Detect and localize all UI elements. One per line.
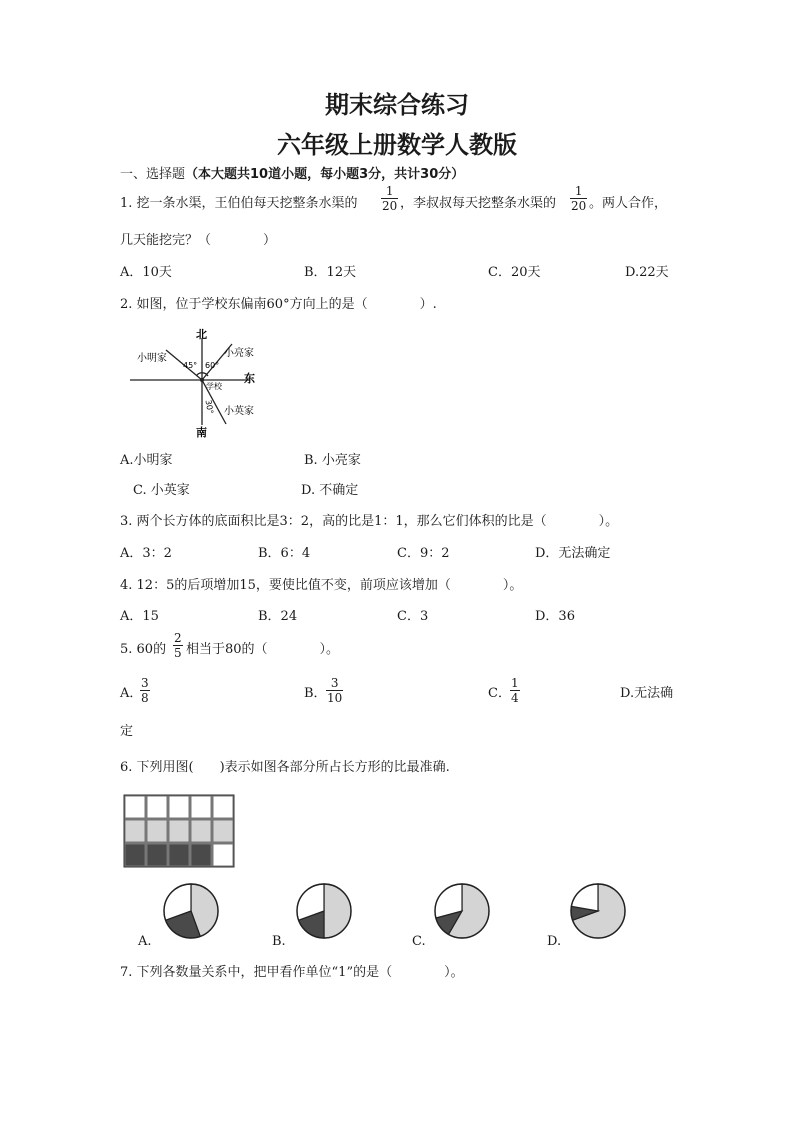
q1-text-line2: 几天能挖完？（ ） [120, 233, 277, 248]
q6-grid-cell [214, 845, 233, 866]
q6-pie-c-outline [435, 884, 489, 938]
q6-grid-cell [126, 797, 145, 818]
q6-grid-cell [192, 797, 211, 818]
q4-option-c: C．3 [397, 609, 429, 624]
q6-grid-cell [170, 821, 189, 842]
q6-pie-d-sector-white [571, 884, 598, 911]
q6-pie-a-sector-white [164, 884, 191, 920]
label-south: 南 [196, 426, 207, 439]
q6-grid-cell [126, 821, 145, 842]
q6-pie-d-sector-light [573, 884, 625, 938]
q6-grid-cell [214, 797, 233, 818]
q6-grid-cell [148, 797, 167, 818]
q5-option-a-num: 3 [141, 676, 149, 690]
q6-pie-a-sector-light [191, 884, 218, 936]
q5-option-a-fraction [140, 676, 150, 705]
q5-option-b-label: B． [304, 686, 327, 701]
q2-text: 2. 如图，位于学校东偏南60°方向上的是（ ）. [120, 297, 437, 312]
q6-pie-a-outline [164, 884, 218, 938]
q6-pie-b-sector-white [297, 884, 324, 920]
q6-pie-b-sector-light [324, 884, 351, 938]
section-heading-label: 一、选择题 [120, 167, 186, 182]
label-angle-30: 30° [203, 399, 215, 415]
q1-text-pre: 1. 挖一条水渠，王伯伯每天挖整条水渠的 [120, 196, 358, 211]
q5-fraction [173, 631, 183, 660]
q6-pie-c-sector-dark [436, 911, 462, 934]
q6-pie-options [164, 884, 625, 938]
ray-xiaoming [166, 350, 202, 380]
q5-frac-num: 2 [174, 631, 182, 645]
q6-pie-d-outline [571, 884, 625, 938]
q3-option-d: D．无法确定 [535, 546, 611, 561]
q1-text-post: 。两人合作， [589, 196, 668, 211]
q6-text: 6. 下列用图( )表示如图各部分所占长方形的比最准确. [120, 760, 450, 775]
q1-fraction-2 [570, 184, 587, 213]
q6-grid-cell [148, 821, 167, 842]
q6-option-c: C. [412, 934, 426, 949]
q1-option-c: C．20天 [488, 265, 541, 280]
q5-option-a-label: A． [120, 686, 143, 701]
q1-frac2-den: 20 [571, 199, 587, 213]
q2-option-a: A.小明家 [120, 453, 173, 468]
q6-pie-c-sector-light [449, 884, 489, 938]
q5-option-c-label: C． [488, 686, 511, 701]
q6-grid-cell [148, 845, 167, 866]
q1-frac1-den: 20 [382, 199, 398, 213]
q6-grid-cell [192, 821, 211, 842]
q6-pie-a-sector-dark [166, 911, 201, 938]
q5-frac-den: 5 [174, 646, 182, 660]
angle-arc [197, 373, 208, 376]
q5-text-post: 相当于80的（ ）。 [186, 642, 340, 657]
q1-option-b: B．12天 [304, 265, 357, 280]
q6-grid-cell [170, 845, 189, 866]
q2-option-b: B. 小亮家 [304, 453, 361, 468]
label-xiaoying: 小英家 [224, 406, 254, 417]
q6-grid-rectangle [124, 795, 234, 867]
q6-grid-cell [192, 845, 211, 866]
q6-grid-background [124, 795, 234, 867]
q2-option-d: D. 不确定 [301, 483, 359, 498]
q6-pie-b-sector-dark [299, 911, 324, 938]
label-north: 北 [196, 328, 207, 341]
q6-option-a: A. [138, 934, 152, 949]
q5-option-b-num: 3 [330, 676, 339, 690]
section-heading [120, 167, 464, 183]
label-angle-45: 45° [183, 361, 198, 370]
label-east: 东 [244, 372, 255, 385]
q3-option-b: B．6：4 [258, 546, 311, 561]
q2-option-c: C. 小英家 [133, 483, 190, 498]
label-angle-60: 60° [205, 361, 220, 370]
q6-pie-b-outline [297, 884, 351, 938]
q6-grid-cell [170, 797, 189, 818]
label-school: 学校 [206, 382, 222, 391]
q1-option-d: D.22天 [625, 265, 669, 280]
page-subtitle: 六年级上册数学人教版 [277, 131, 517, 159]
q5-option-c-den: 4 [511, 691, 519, 705]
q5-option-d-cont: 定 [120, 724, 134, 739]
q7-text: 7. 下列各数量关系中，把甲看作单位“1”的是（ ）。 [120, 965, 464, 980]
q6-grid-cell [126, 845, 145, 866]
q5-option-c-num: 1 [511, 676, 519, 690]
q6-option-d: D. [547, 934, 562, 949]
ray-xiaoliang [202, 344, 232, 380]
q5-text-pre: 5. 60的 [120, 642, 167, 657]
school-point [200, 378, 204, 382]
q3-option-a: A．3：2 [120, 546, 172, 561]
q6-grid-frame [124, 795, 234, 867]
q6-pie-d-sector-dark [571, 906, 598, 920]
q2-axes [130, 338, 250, 425]
section-note: （本大题共10道小题，每小题3分，共计30分） [185, 167, 465, 182]
q1-frac1-num: 1 [385, 184, 394, 198]
ray-xiaoying [202, 380, 226, 424]
q5-option-a-den: 8 [141, 691, 149, 705]
q1-text-mid: ，李叔叔每天挖整条水渠的 [400, 196, 557, 211]
q3-text: 3. 两个长方体的底面积比是3：2，高的比是1：1，那么它们体积的比是（ ）。 [120, 514, 619, 529]
label-xiaoming: 小明家 [137, 353, 167, 364]
q5-option-c-fraction [510, 676, 520, 705]
q5-option-b-den: 10 [327, 691, 343, 705]
q4-option-b: B．24 [258, 609, 298, 624]
q6-option-b: B. [272, 934, 286, 949]
q5-option-b-fraction [326, 676, 343, 705]
q5-option-d: D.无法确 [620, 686, 674, 701]
label-xiaoliang: 小亮家 [224, 348, 254, 359]
q1-frac2-num: 1 [574, 184, 583, 198]
q4-option-d: D．36 [535, 609, 575, 624]
q6-grid-cell [214, 821, 233, 842]
q1-option-a: A．10天 [120, 265, 172, 280]
page-title: 期末综合练习 [325, 91, 469, 119]
q4-option-a: A．15 [120, 609, 159, 624]
q3-option-c: C．9：2 [397, 546, 450, 561]
q4-text: 4. 12：5的后项增加15，要使比值不变，前项应该增加（ ）。 [120, 578, 523, 593]
q6-pie-c-sector-white [435, 884, 462, 918]
q1-fraction-1 [381, 184, 398, 213]
